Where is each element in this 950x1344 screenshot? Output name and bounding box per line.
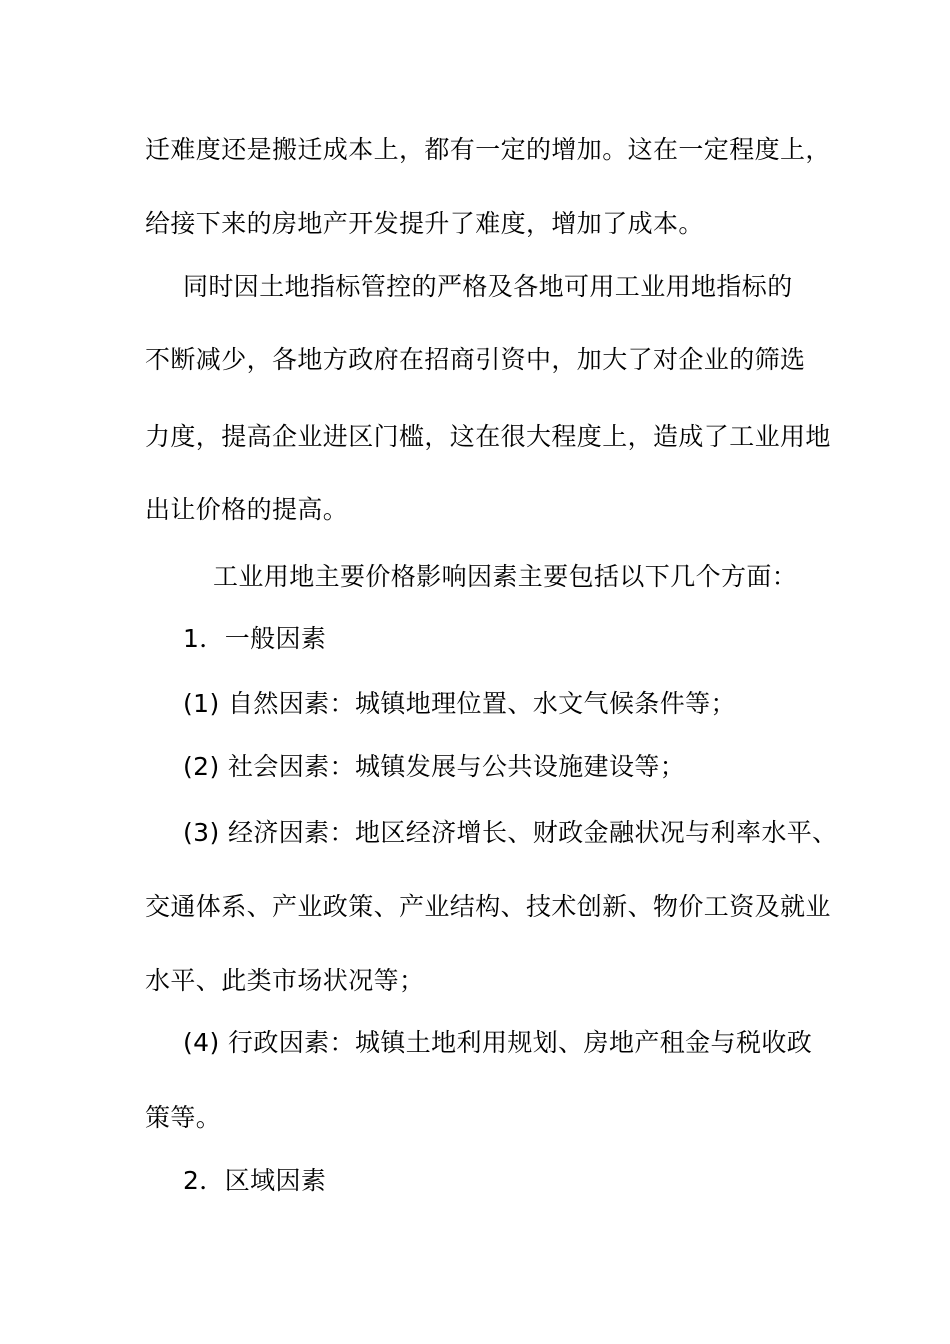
paragraph-line: 策等。 xyxy=(145,1103,222,1132)
paragraph-line: 不断减少，各地方政府在招商引资中，加大了对企业的筛选 xyxy=(145,345,806,374)
list-item: (4) 行政因素：城镇土地利用规划、房地产租金与税收政 xyxy=(183,1028,813,1057)
paragraph-line: 交通体系、产业政策、产业结构、技术创新、物价工资及就业 xyxy=(145,892,831,921)
paragraph-line: 水平、此类市场状况等； xyxy=(145,966,425,995)
list-item: (2) 社会因素：城镇发展与公共设施建设等； xyxy=(183,752,686,781)
paragraph-line: 同时因土地指标管控的严格及各地可用工业用地指标的 xyxy=(183,272,793,301)
list-item: (3) 经济因素：地区经济增长、财政金融状况与利率水平、 xyxy=(183,818,838,847)
list-heading: 2．区域因素 xyxy=(183,1166,327,1195)
list-item: (1) 自然因素：城镇地理位置、水文气候条件等； xyxy=(183,689,736,718)
list-heading: 1．一般因素 xyxy=(183,624,327,653)
paragraph-line: 工业用地主要价格影响因素主要包括以下几个方面： xyxy=(213,562,798,591)
paragraph-line: 出让价格的提高。 xyxy=(145,495,349,524)
paragraph-line: 力度，提高企业进区门槛，这在很大程度上，造成了工业用地 xyxy=(145,422,831,451)
paragraph-line: 迁难度还是搬迁成本上，都有一定的增加。这在一定程度上， xyxy=(145,135,831,164)
paragraph-line: 给接下来的房地产开发提升了难度，增加了成本。 xyxy=(145,209,704,238)
